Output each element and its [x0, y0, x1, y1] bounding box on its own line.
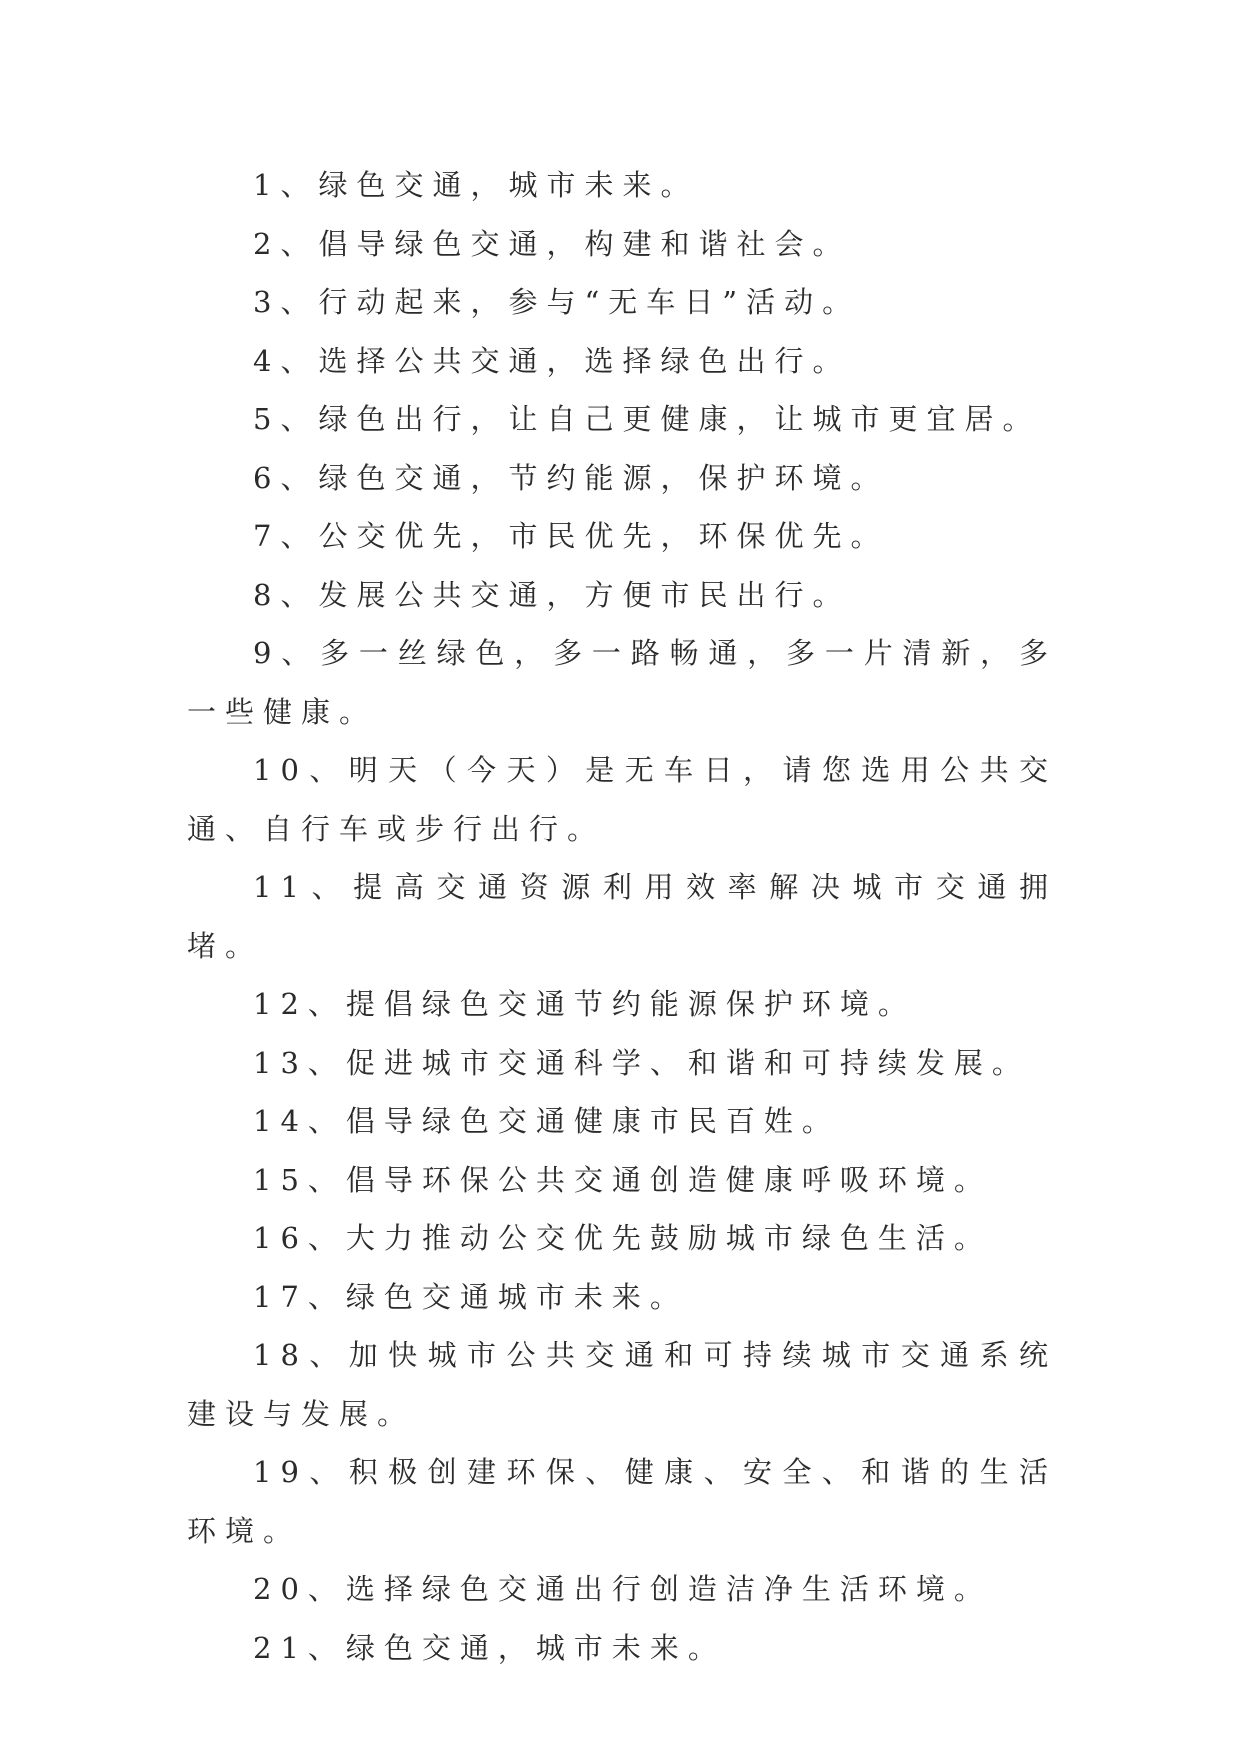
- slogan-15: 15、倡导环保公共交通创造健康呼吸环境。: [253, 1162, 992, 1197]
- slogan-2: 2、倡导绿色交通，构建和谐社会。: [253, 226, 851, 261]
- slogan-list: [187, 156, 1057, 1677]
- slogan-12: 12、提倡绿色交通节约能源保护环境。: [253, 987, 916, 1021]
- slogan-1: 1、绿色交通，城市未来。: [253, 168, 699, 202]
- slogan-16: 16、大力推动公交优先鼓励城市绿色生活。: [253, 1221, 992, 1255]
- slogan-14: 14、倡导绿色交通健康市民百姓。: [253, 1104, 840, 1138]
- slogan-18: 18、加快城市公共交通和可持续城市交通系统建设与发展。: [187, 1338, 1057, 1431]
- slogan-3: 3、行动起来，参与“无车日”活动。: [253, 285, 861, 319]
- slogan-7: 7、公交优先，市民优先，环保优先。: [253, 519, 889, 553]
- slogan-20: 20、选择绿色交通出行创造洁净生活环境。: [253, 1572, 992, 1606]
- slogan-9: 9、多一丝绿色，多一路畅通，多一片清新，多一些健康。: [187, 636, 1057, 729]
- slogan-13: 13、促进城市交通科学、和谐和可持续发展。: [253, 1045, 1030, 1080]
- slogan-17: 17、绿色交通城市未来。: [253, 1279, 688, 1314]
- slogan-11: 11、提高交通资源利用效率解决城市交通拥堵。: [187, 870, 1057, 963]
- slogan-6: 6、绿色交通，节约能源，保护环境。: [253, 460, 889, 495]
- slogan-10: 10、明天（今天）是无车日，请您选用公共交通、自行车或步行出行。: [187, 753, 1057, 846]
- slogan-5: 5、绿色出行，让自己更健康，让城市更宜居。: [253, 402, 1041, 436]
- slogan-4: 4、选择公共交通，选择绿色出行。: [253, 343, 851, 378]
- slogan-8: 8、发展公共交通，方便市民出行。: [253, 577, 851, 612]
- slogan-19: 19、积极创建环保、健康、安全、和谐的生活环境。: [187, 1455, 1057, 1548]
- slogan-21: 21、绿色交通，城市未来。: [253, 1630, 726, 1665]
